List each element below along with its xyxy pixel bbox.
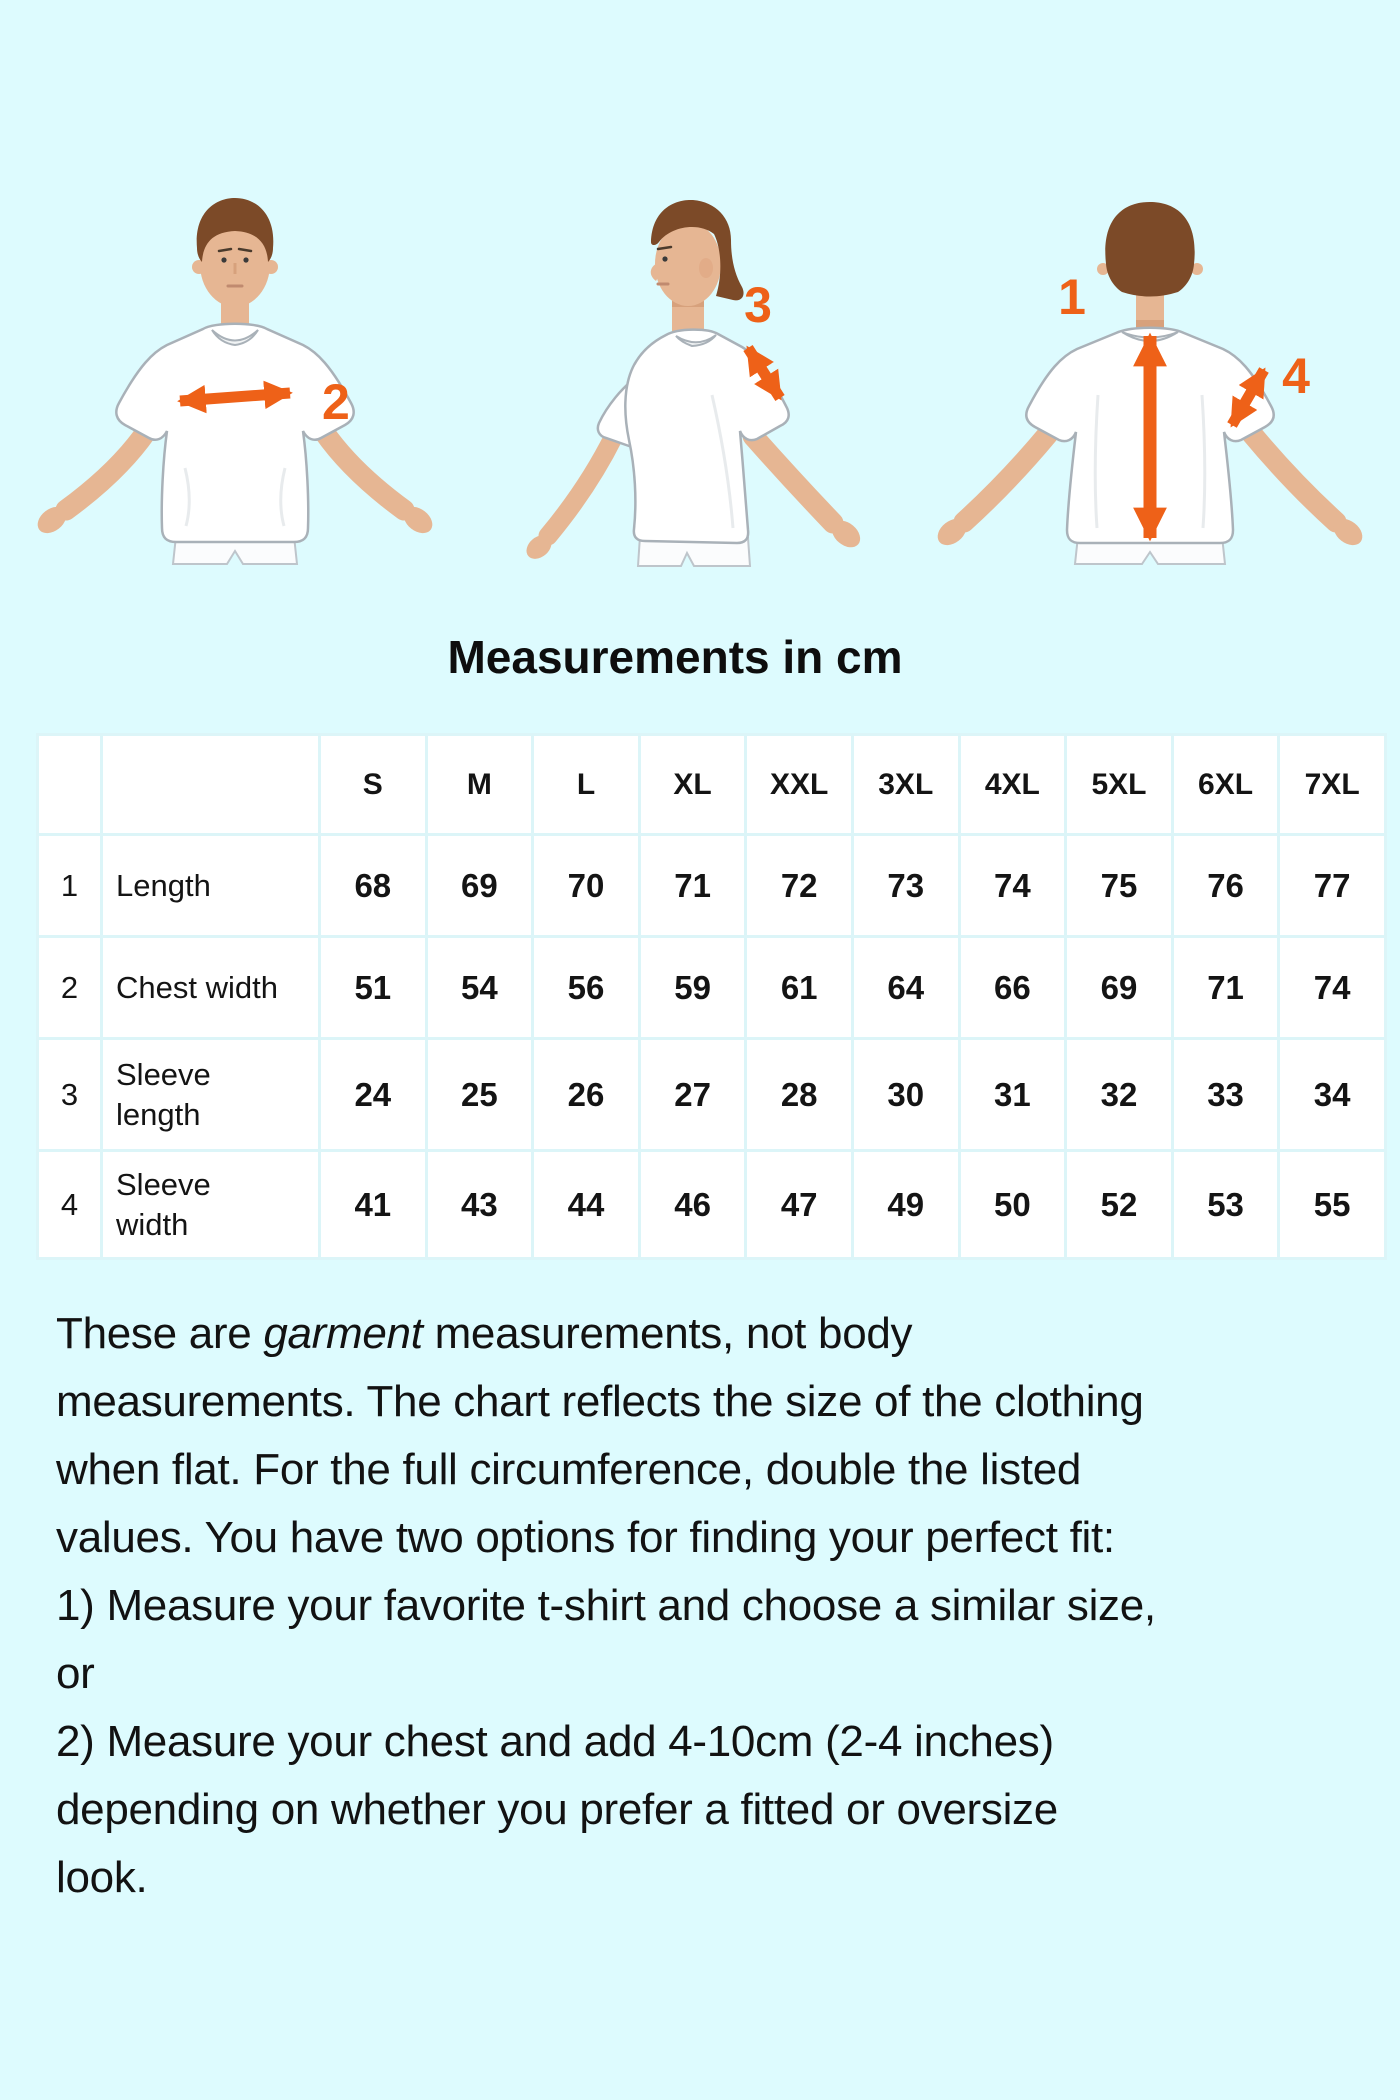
back-left-arm [964,434,1048,522]
cell-value: 31 [959,1039,1066,1151]
front-left-arm [66,432,146,510]
cell-value: 47 [746,1151,853,1259]
row-label: Sleeve length [102,1039,320,1151]
header-spacer-num [38,735,102,835]
cell-value: 66 [959,937,1066,1039]
cell-value: 74 [959,835,1066,937]
side-near-arm [753,436,833,523]
cell-value: 53 [1172,1151,1279,1259]
side-ear-icon [699,258,713,278]
cell-value: 24 [320,1039,427,1151]
row-label: Length [102,835,320,937]
length-number: 1 [1058,269,1086,325]
page-title: Measurements in cm [447,631,903,683]
cell-value: 73 [852,835,959,937]
front-view-figure [33,198,438,564]
size-header-3xl: 3XL [852,735,959,835]
side-tshirt [625,330,788,543]
note-line: depending on whether you prefer a fitted or oversize [56,1785,1058,1834]
size-header-xl: XL [639,735,746,835]
cell-value: 70 [533,835,640,937]
garment-italic: garment [263,1309,423,1358]
back-hair [1105,202,1194,297]
cell-value: 25 [426,1039,533,1151]
cell-value: 44 [533,1151,640,1259]
cell-value: 74 [1279,937,1386,1039]
cell-value: 43 [426,1151,533,1259]
cell-value: 30 [852,1039,959,1151]
row-number: 3 [38,1039,102,1151]
cell-value: 59 [639,937,746,1039]
cell-value: 76 [1172,835,1279,937]
size-chart [36,733,1387,1260]
row-number: 4 [38,1151,102,1259]
side-eye [662,256,667,261]
cell-value: 41 [320,1151,427,1259]
size-header-6xl: 6XL [1172,735,1279,835]
front-tshirt [116,324,353,542]
table-row-sleeve-length [38,1039,1386,1151]
cell-value: 32 [1066,1039,1173,1151]
cell-value: 55 [1279,1151,1386,1259]
sleeve-length-number: 3 [744,277,772,333]
cell-value: 77 [1279,835,1386,937]
cell-value: 69 [1066,937,1173,1039]
cell-value: 50 [959,1151,1066,1259]
table-row-chest-width [38,937,1386,1039]
row-number: 1 [38,835,102,937]
note-line: 1) Measure your favorite t-shirt and choose a similar size, [56,1581,1156,1630]
note-line: or [56,1649,95,1698]
cell-value: 71 [639,835,746,937]
cell-value: 69 [426,835,533,937]
row-number: 2 [38,937,102,1039]
note-line: values. You have two options for finding your perfect fit: [56,1513,1115,1562]
size-header-m: M [426,735,533,835]
cell-value: 34 [1279,1039,1386,1151]
size-header-7xl: 7XL [1279,735,1386,835]
front-right-arm [324,432,404,510]
table-row-length [38,835,1386,937]
side-far-arm [548,436,614,536]
cell-value: 75 [1066,835,1173,937]
note-line: 2) Measure your chest and add 4-10cm (2-4 inches) [56,1717,1054,1766]
size-header-4xl: 4XL [959,735,1066,835]
cell-value: 56 [533,937,640,1039]
note-line: These are garment measurements, not body [56,1309,913,1358]
cell-value: 28 [746,1039,853,1151]
row-label: Sleeve width [102,1151,320,1259]
cell-value: 72 [746,835,853,937]
cell-value: 54 [426,937,533,1039]
size-header-xxl: XXL [746,735,853,835]
size-header-s: S [320,735,427,835]
fit-note [56,1300,1356,1912]
cell-value: 49 [852,1151,959,1259]
sleeve-width-number: 4 [1282,348,1310,404]
size-chart-table [36,733,1387,1260]
cell-value: 26 [533,1039,640,1151]
note-line: measurements. The chart reflects the size of the clothing [56,1377,1144,1426]
cell-value: 71 [1172,937,1279,1039]
back-right-arm [1252,434,1336,522]
cell-value: 46 [639,1151,746,1259]
figures-illustration [0,170,1400,600]
table-row-sleeve-width [38,1151,1386,1259]
header-spacer-label [102,735,320,835]
cell-value: 64 [852,937,959,1039]
front-right-eye [243,257,248,262]
cell-value: 52 [1066,1151,1173,1259]
front-left-eye [221,257,226,262]
cell-value: 51 [320,937,427,1039]
size-header-l: L [533,735,640,835]
cell-value: 27 [639,1039,746,1151]
side-view-figure [522,200,865,566]
table-header-row [38,735,1386,835]
note-line: look. [56,1853,148,1902]
cell-value: 68 [320,835,427,937]
row-label: Chest width [102,937,320,1039]
size-header-5xl: 5XL [1066,735,1173,835]
cell-value: 33 [1172,1039,1279,1151]
cell-value: 61 [746,937,853,1039]
chest-width-number: 2 [322,374,350,430]
note-line: when flat. For the full circumference, double the listed [56,1445,1082,1494]
